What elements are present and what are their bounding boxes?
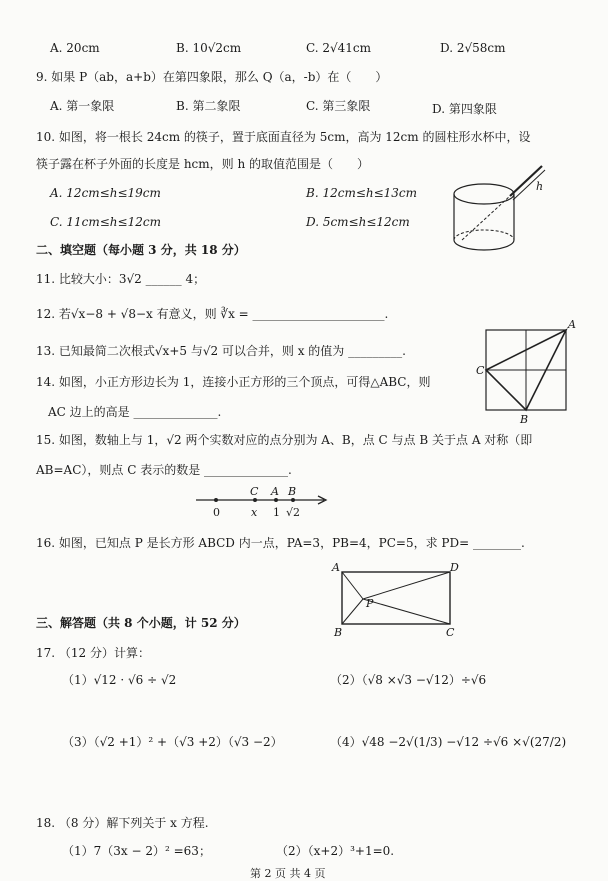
label-b: B — [334, 626, 343, 639]
q17-part4: （4）√48 −2√(1/3) −√12 ÷√6 ×√(27/2) — [330, 735, 567, 749]
q10-stem-line1: 10. 如图，将一根长 24cm 的筷子，置于底面直径为 5cm，高为 12cm 的圆柱形水杯中，设 — [36, 130, 531, 144]
q12: 12. 若√x−8 + √8−x 有意义，则 ∛x = ______________________. — [36, 307, 389, 321]
label-h: h — [536, 180, 544, 193]
label-c: C — [250, 485, 259, 498]
label-a: A — [332, 561, 340, 574]
grid-triangle-figure — [476, 318, 586, 428]
q9-option-b: B. 第二象限 — [176, 99, 241, 113]
tick-x: x — [251, 506, 258, 519]
label-a: A — [271, 485, 279, 498]
q10-option-c: C. 11cm≤h≤12cm — [50, 215, 161, 229]
q8-option-d: D. 2√58cm — [440, 41, 506, 55]
q10-option-d: D. 5cm≤h≤12cm — [306, 215, 410, 229]
q8-option-b: B. 10√2cm — [176, 41, 242, 55]
q10-option-a: A. 12cm≤h≤19cm — [50, 186, 161, 200]
label-b: B — [520, 413, 529, 426]
q9-option-a: A. 第一象限 — [50, 99, 115, 113]
page-footer: 第 2 页 共 4 页 — [250, 867, 326, 880]
q9-stem: 9. 如果 P（ab，a+b）在第四象限，那么 Q（a，-b）在（ ） — [36, 70, 388, 84]
section2-title: 二、填空题（每小题 3 分，共 18 分） — [36, 243, 246, 257]
q9-option-d: D. 第四象限 — [432, 102, 497, 116]
q18-part2: （2）（x+2）³+1=0. — [276, 844, 395, 858]
label-b: B — [288, 485, 297, 498]
label-c: C — [476, 364, 485, 377]
q17-part3: （3）（√2 +1）² +（√3 +2）（√3 −2） — [62, 735, 283, 749]
q10-stem-line2: 筷子露在杯子外面的长度是 hcm，则 h 的取值范围是（ ） — [36, 157, 370, 171]
tick-0: 0 — [213, 506, 220, 519]
cylinder-top — [454, 184, 514, 204]
q16-stem: 16. 如图，已知点 P 是长方形 ABCD 内一点，PA=3，PB=4，PC=5，求 PD= ________. — [36, 536, 525, 550]
label-d: D — [450, 561, 459, 574]
rectangle-p-figure — [330, 560, 470, 642]
cylinder-figure — [444, 160, 564, 260]
q11: 11. 比较大小：3√2 ______ 4； — [36, 272, 206, 286]
q18-part1: （1）7（3x − 2）² =63； — [62, 844, 211, 858]
q14-line2: AC 边上的高是 ______________. — [48, 405, 222, 419]
q17-part1: （1）√12 · √6 ÷ √2 — [62, 673, 177, 687]
q18-stem: 18. （8 分）解下列关于 x 方程. — [36, 816, 209, 830]
label-p: P — [366, 597, 374, 610]
section3-title: 三、解答题（共 8 个小题，计 52 分） — [36, 616, 246, 630]
label-a: A — [568, 318, 576, 331]
tick-sqrt2: √2 — [286, 506, 301, 519]
q14-line1: 14. 如图，小正方形边长为 1，连接小正方形的三个顶点，可得△ABC，则 — [36, 375, 431, 389]
q10-option-b: B. 12cm≤h≤13cm — [306, 186, 418, 200]
tick-1: 1 — [273, 506, 280, 519]
q17-stem: 17. （12 分）计算： — [36, 646, 150, 660]
label-c: C — [446, 626, 455, 639]
number-line-figure — [196, 482, 336, 522]
rectangle-abcd — [342, 572, 450, 624]
q8-option-c: C. 2√41cm — [306, 41, 372, 55]
q9-option-c: C. 第三象限 — [306, 99, 371, 113]
q15-line1: 15. 如图，数轴上与 1，√2 两个实数对应的点分别为 A、B，点 C 与点 B 关于点 A 对称（即 — [36, 433, 533, 447]
q17-part2: （2）（√8 ×√3 −√12）÷√6 — [330, 673, 487, 687]
q13: 13. 已知最简二次根式√x+5 与√2 可以合并，则 x 的值为 _________. — [36, 344, 406, 358]
q15-line2: AB=AC），则点 C 表示的数是 ______________. — [36, 463, 292, 477]
q8-option-a: A. 20cm — [50, 41, 100, 55]
